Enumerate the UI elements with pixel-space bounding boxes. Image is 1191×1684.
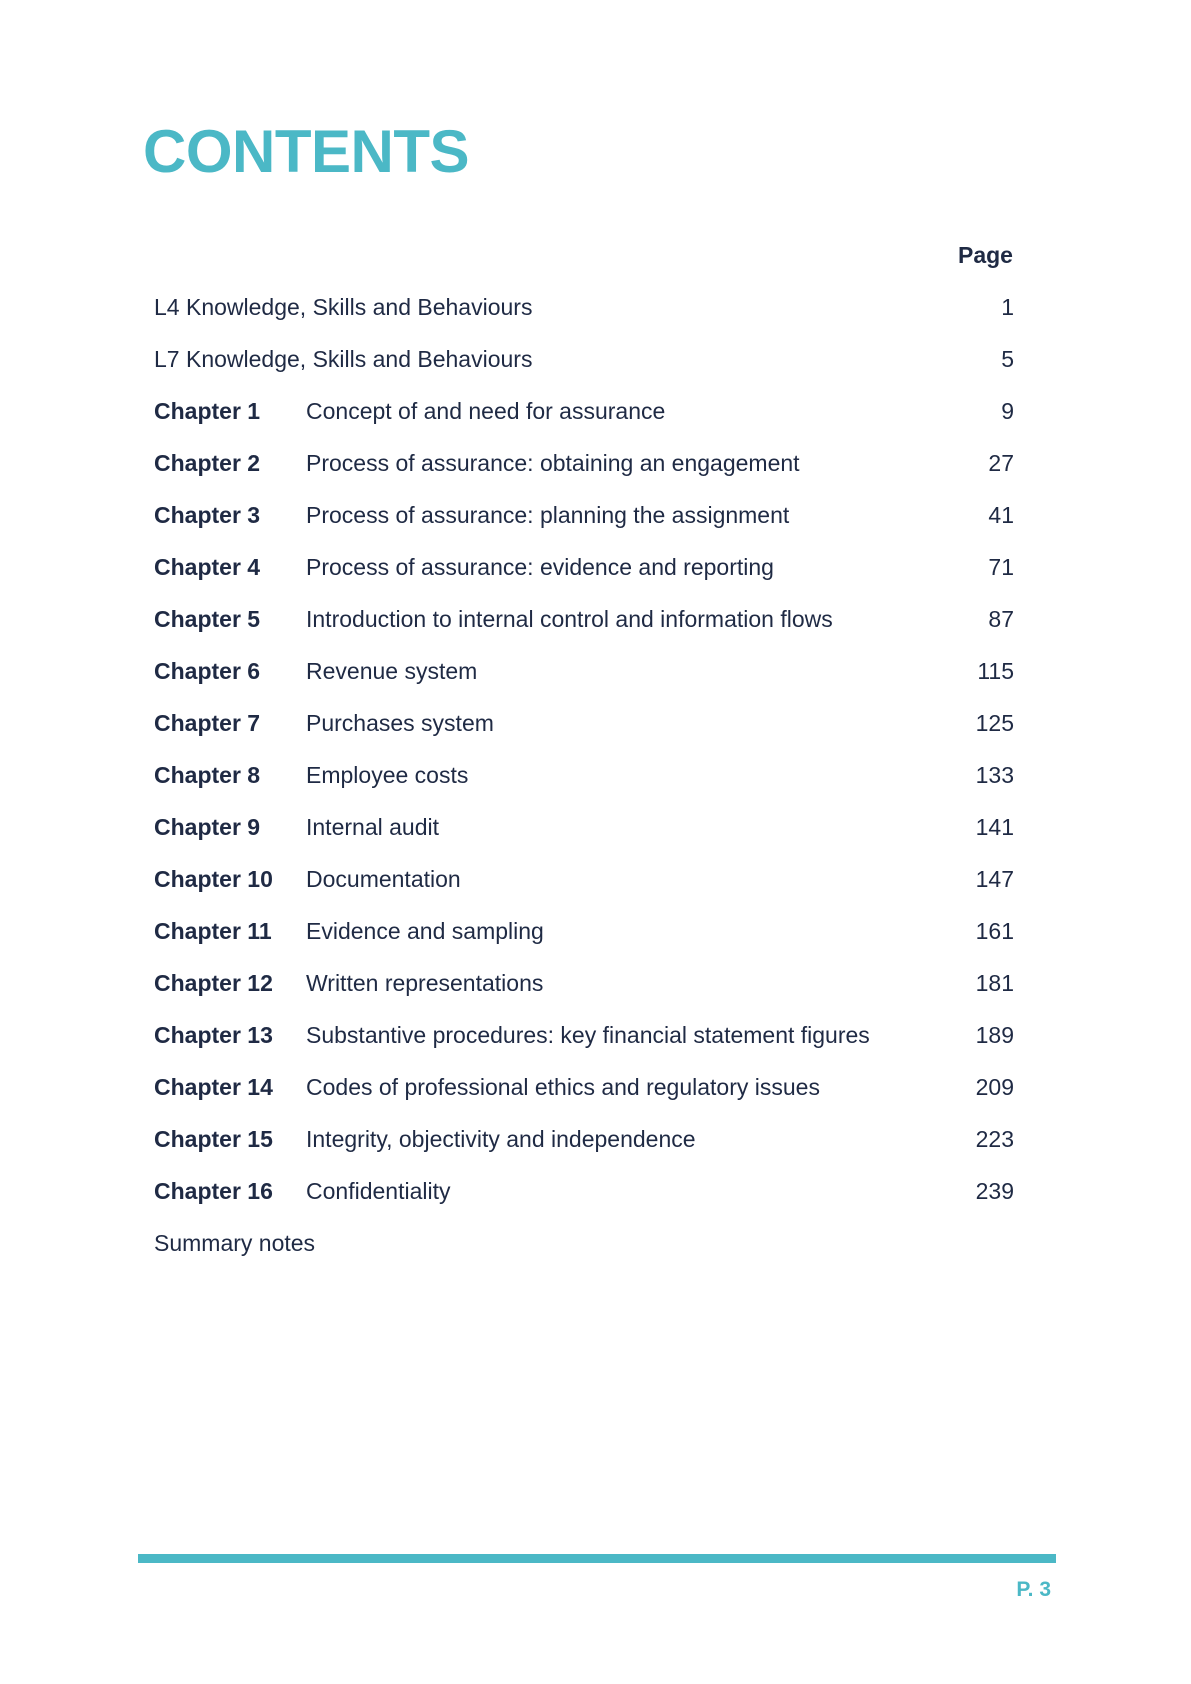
chapter-label: Chapter 15 (154, 1126, 273, 1152)
toc-entry-l4-ksb[interactable] (154, 293, 1014, 345)
chapter-title: Revenue system (306, 658, 478, 684)
chapter-title: Evidence and sampling (306, 918, 544, 944)
toc-chapter-9[interactable] (154, 813, 1014, 865)
table-of-contents (154, 293, 1014, 1281)
chapter-label: Chapter 2 (154, 450, 261, 476)
chapter-title: Process of assurance: planning the assignment (306, 502, 790, 528)
toc-chapter-4[interactable] (154, 553, 1014, 605)
toc-chapter-7[interactable] (154, 709, 1014, 761)
chapter-label: Chapter 10 (154, 866, 273, 892)
chapter-title: Process of assurance: evidence and reporting (306, 554, 774, 580)
chapter-title: Integrity, objectivity and independence (306, 1126, 696, 1152)
chapter-page: 125 (975, 710, 1014, 736)
chapter-title: Substantive procedures: key financial statement figures (306, 1022, 870, 1048)
chapter-label: Chapter 14 (154, 1074, 273, 1100)
toc-chapter-10[interactable] (154, 865, 1014, 917)
toc-chapter-6[interactable] (154, 657, 1014, 709)
chapter-label: Chapter 4 (154, 554, 261, 580)
page-column-header: Page (958, 242, 1013, 268)
chapter-label: Chapter 8 (154, 762, 261, 788)
chapter-label: Chapter 1 (154, 398, 261, 424)
toc-chapter-13[interactable] (154, 1021, 1014, 1073)
chapter-title: Employee costs (306, 762, 469, 788)
chapter-title: Confidentiality (306, 1178, 451, 1204)
chapter-page: 181 (975, 970, 1014, 996)
page-title: CONTENTS (143, 118, 469, 185)
toc-chapter-15[interactable] (154, 1125, 1014, 1177)
chapter-title: Codes of professional ethics and regulatory issues (306, 1074, 820, 1100)
chapter-title: Process of assurance: obtaining an engagement (306, 450, 800, 476)
chapter-title: Internal audit (306, 814, 439, 840)
toc-chapter-11[interactable] (154, 917, 1014, 969)
chapter-page: 27 (988, 450, 1014, 476)
toc-chapter-8[interactable] (154, 761, 1014, 813)
chapter-page: 9 (1001, 398, 1014, 424)
chapter-page: 133 (975, 762, 1014, 788)
chapter-label: Chapter 7 (154, 710, 261, 736)
footer-divider (138, 1554, 1056, 1563)
chapter-page: 41 (988, 502, 1014, 528)
chapter-title: Concept of and need for assurance (306, 398, 666, 424)
chapter-label: Chapter 12 (154, 970, 273, 996)
toc-entry-page: 5 (1001, 346, 1014, 372)
chapter-title: Written representations (306, 970, 544, 996)
chapter-title: Introduction to internal control and information flows (306, 606, 833, 632)
chapter-label: Chapter 13 (154, 1022, 273, 1048)
chapter-page: 239 (975, 1178, 1014, 1204)
chapter-label: Chapter 5 (154, 606, 261, 632)
chapter-page: 115 (977, 658, 1014, 684)
footer-page-number: P. 3 (1016, 1578, 1051, 1601)
toc-entry-title: Summary notes (154, 1230, 316, 1256)
chapter-page: 209 (975, 1074, 1014, 1100)
chapter-title: Purchases system (306, 710, 494, 736)
toc-chapter-1[interactable] (154, 397, 1014, 449)
chapter-label: Chapter 11 (154, 918, 272, 944)
toc-chapter-16[interactable] (154, 1177, 1014, 1229)
toc-entry-title: L7 Knowledge, Skills and Behaviours (154, 346, 533, 372)
toc-chapter-14[interactable] (154, 1073, 1014, 1125)
chapter-label: Chapter 9 (154, 814, 261, 840)
chapter-page: 189 (975, 1022, 1014, 1048)
chapter-title: Documentation (306, 866, 461, 892)
chapter-label: Chapter 16 (154, 1178, 273, 1204)
toc-entry-l7-ksb[interactable] (154, 345, 1014, 397)
toc-chapter-5[interactable] (154, 605, 1014, 657)
chapter-label: Chapter 3 (154, 502, 261, 528)
toc-chapter-2[interactable] (154, 449, 1014, 501)
chapter-page: 71 (988, 554, 1014, 580)
chapter-label: Chapter 6 (154, 658, 261, 684)
chapter-page: 87 (988, 606, 1014, 632)
toc-chapter-3[interactable] (154, 501, 1014, 553)
chapter-page: 147 (975, 866, 1014, 892)
toc-entry-page: 1 (1001, 294, 1014, 320)
toc-chapter-12[interactable] (154, 969, 1014, 1021)
chapter-page: 223 (975, 1126, 1014, 1152)
toc-entry-summary-notes[interactable] (154, 1229, 1014, 1281)
chapter-page: 161 (975, 918, 1014, 944)
chapter-page: 141 (975, 814, 1014, 840)
toc-entry-title: L4 Knowledge, Skills and Behaviours (154, 294, 533, 320)
